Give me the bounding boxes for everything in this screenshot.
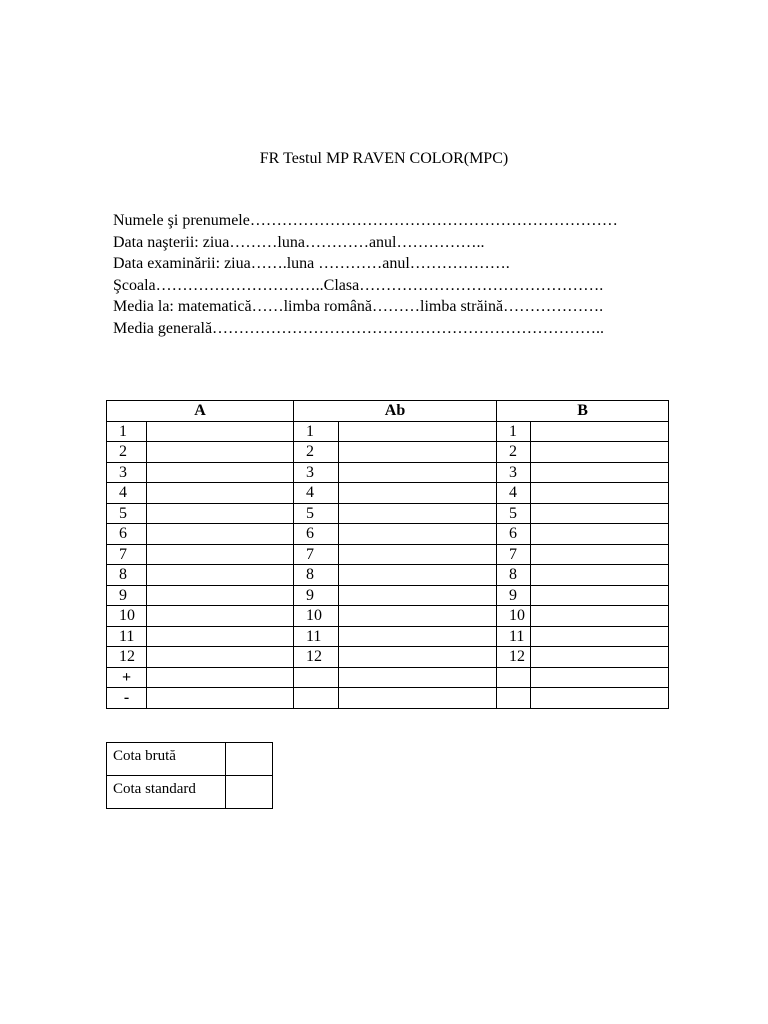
answer-cell-b[interactable]	[531, 524, 669, 545]
plus-cell-ab[interactable]	[339, 667, 497, 688]
answers-table	[106, 400, 669, 709]
item-number-ab: 11	[294, 626, 339, 647]
info-name-line: Numele şi prenumele……………………………………………………………	[113, 212, 618, 229]
answer-cell-a[interactable]	[147, 483, 294, 504]
answer-cell-a[interactable]	[147, 503, 294, 524]
student-info	[113, 210, 618, 339]
answer-cell-ab[interactable]	[339, 626, 497, 647]
answer-cell-a[interactable]	[147, 462, 294, 483]
table-row	[107, 544, 669, 565]
item-number-ab: 7	[294, 544, 339, 565]
info-birthdate-line: Data naşterii: ziua………luna…………anul……………..	[113, 233, 485, 251]
minus-sign-b	[497, 688, 531, 709]
plus-cell-b[interactable]	[531, 667, 669, 688]
answer-cell-b[interactable]	[531, 585, 669, 606]
answer-cell-ab[interactable]	[339, 483, 497, 504]
item-number-b: 6	[497, 524, 531, 545]
table-row	[107, 462, 669, 483]
plus-sign-b	[497, 667, 531, 688]
table-row	[107, 503, 669, 524]
answer-cell-b[interactable]	[531, 442, 669, 463]
info-grades-line: Media la: matematică……limba română………limba străină……………….	[113, 298, 604, 315]
header-b: B	[497, 401, 669, 422]
item-number-b: 12	[497, 647, 531, 668]
table-row	[107, 606, 669, 627]
item-number-ab: 12	[294, 647, 339, 668]
table-row-plus	[107, 667, 669, 688]
item-number-ab: 6	[294, 524, 339, 545]
table-row	[107, 421, 669, 442]
answer-cell-a[interactable]	[147, 442, 294, 463]
item-number-b: 9	[497, 585, 531, 606]
table-row	[107, 776, 273, 809]
item-number-a: 7	[107, 544, 147, 565]
item-number-a: 2	[107, 442, 147, 463]
answer-cell-ab[interactable]	[339, 565, 497, 586]
minus-cell-ab[interactable]	[339, 688, 497, 709]
table-row	[107, 524, 669, 545]
item-number-a: 12	[107, 647, 147, 668]
answer-cell-b[interactable]	[531, 483, 669, 504]
answer-cell-b[interactable]	[531, 606, 669, 627]
cota-bruta-label: Cota brută	[107, 743, 226, 776]
table-row	[107, 585, 669, 606]
answer-cell-a[interactable]	[147, 524, 294, 545]
table-row-minus	[107, 688, 669, 709]
table-row	[107, 442, 669, 463]
item-number-b: 5	[497, 503, 531, 524]
item-number-a: 6	[107, 524, 147, 545]
plus-sign-a: +	[107, 667, 147, 688]
answer-cell-a[interactable]	[147, 647, 294, 668]
table-row	[107, 626, 669, 647]
answer-cell-b[interactable]	[531, 565, 669, 586]
cota-standard-label: Cota standard	[107, 776, 226, 809]
cota-standard-value[interactable]	[226, 776, 273, 809]
plus-sign-ab	[294, 667, 339, 688]
table-row	[107, 483, 669, 504]
answer-cell-ab[interactable]	[339, 544, 497, 565]
item-number-ab: 4	[294, 483, 339, 504]
cota-bruta-value[interactable]	[226, 743, 273, 776]
answer-cell-ab[interactable]	[339, 606, 497, 627]
table-row	[107, 647, 669, 668]
answer-cell-b[interactable]	[531, 503, 669, 524]
answer-cell-a[interactable]	[147, 585, 294, 606]
score-summary-table	[106, 742, 273, 809]
header-a: A	[107, 401, 294, 422]
item-number-a: 4	[107, 483, 147, 504]
item-number-b: 10	[497, 606, 531, 627]
item-number-b: 3	[497, 462, 531, 483]
plus-cell-a[interactable]	[147, 667, 294, 688]
item-number-b: 2	[497, 442, 531, 463]
minus-sign-a: -	[107, 688, 147, 709]
item-number-ab: 5	[294, 503, 339, 524]
item-number-b: 7	[497, 544, 531, 565]
item-number-a: 8	[107, 565, 147, 586]
answer-cell-ab[interactable]	[339, 647, 497, 668]
item-number-a: 5	[107, 503, 147, 524]
header-ab: Ab	[294, 401, 497, 422]
answer-cell-a[interactable]	[147, 421, 294, 442]
answer-cell-b[interactable]	[531, 647, 669, 668]
info-school-line: Şcoala…………………………..Clasa……………………………………….	[113, 276, 604, 294]
item-number-ab: 9	[294, 585, 339, 606]
item-number-a: 11	[107, 626, 147, 647]
answer-cell-a[interactable]	[147, 606, 294, 627]
answer-cell-b[interactable]	[531, 421, 669, 442]
answer-cell-b[interactable]	[531, 544, 669, 565]
minus-sign-ab	[294, 688, 339, 709]
item-number-a: 10	[107, 606, 147, 627]
item-number-b: 1	[497, 421, 531, 442]
item-number-b: 4	[497, 483, 531, 504]
item-number-a: 3	[107, 462, 147, 483]
answer-cell-ab[interactable]	[339, 462, 497, 483]
answer-cell-ab[interactable]	[339, 585, 497, 606]
document-title: FR Testul MP RAVEN COLOR(MPC)	[259, 150, 509, 167]
item-number-b: 11	[497, 626, 531, 647]
answer-cell-ab[interactable]	[339, 421, 497, 442]
table-row	[107, 743, 273, 776]
info-general-average-line: Media generală………………………………………………………………..	[113, 319, 605, 337]
info-exam-date-line: Data examinării: ziua…….luna …………anul……………….	[113, 255, 510, 272]
item-number-ab: 10	[294, 606, 339, 627]
answer-cell-a[interactable]	[147, 544, 294, 565]
item-number-a: 1	[107, 421, 147, 442]
answer-cell-a[interactable]	[147, 626, 294, 647]
answer-cell-a[interactable]	[147, 565, 294, 586]
answer-cell-b[interactable]	[531, 626, 669, 647]
item-number-ab: 2	[294, 442, 339, 463]
answer-cell-ab[interactable]	[339, 503, 497, 524]
table-header-row	[107, 401, 669, 422]
table-row	[107, 565, 669, 586]
minus-cell-b[interactable]	[531, 688, 669, 709]
item-number-b: 8	[497, 565, 531, 586]
item-number-ab: 1	[294, 421, 339, 442]
item-number-ab: 8	[294, 565, 339, 586]
answer-cell-ab[interactable]	[339, 442, 497, 463]
item-number-a: 9	[107, 585, 147, 606]
item-number-ab: 3	[294, 462, 339, 483]
minus-cell-a[interactable]	[147, 688, 294, 709]
answer-cell-b[interactable]	[531, 462, 669, 483]
answer-cell-ab[interactable]	[339, 524, 497, 545]
